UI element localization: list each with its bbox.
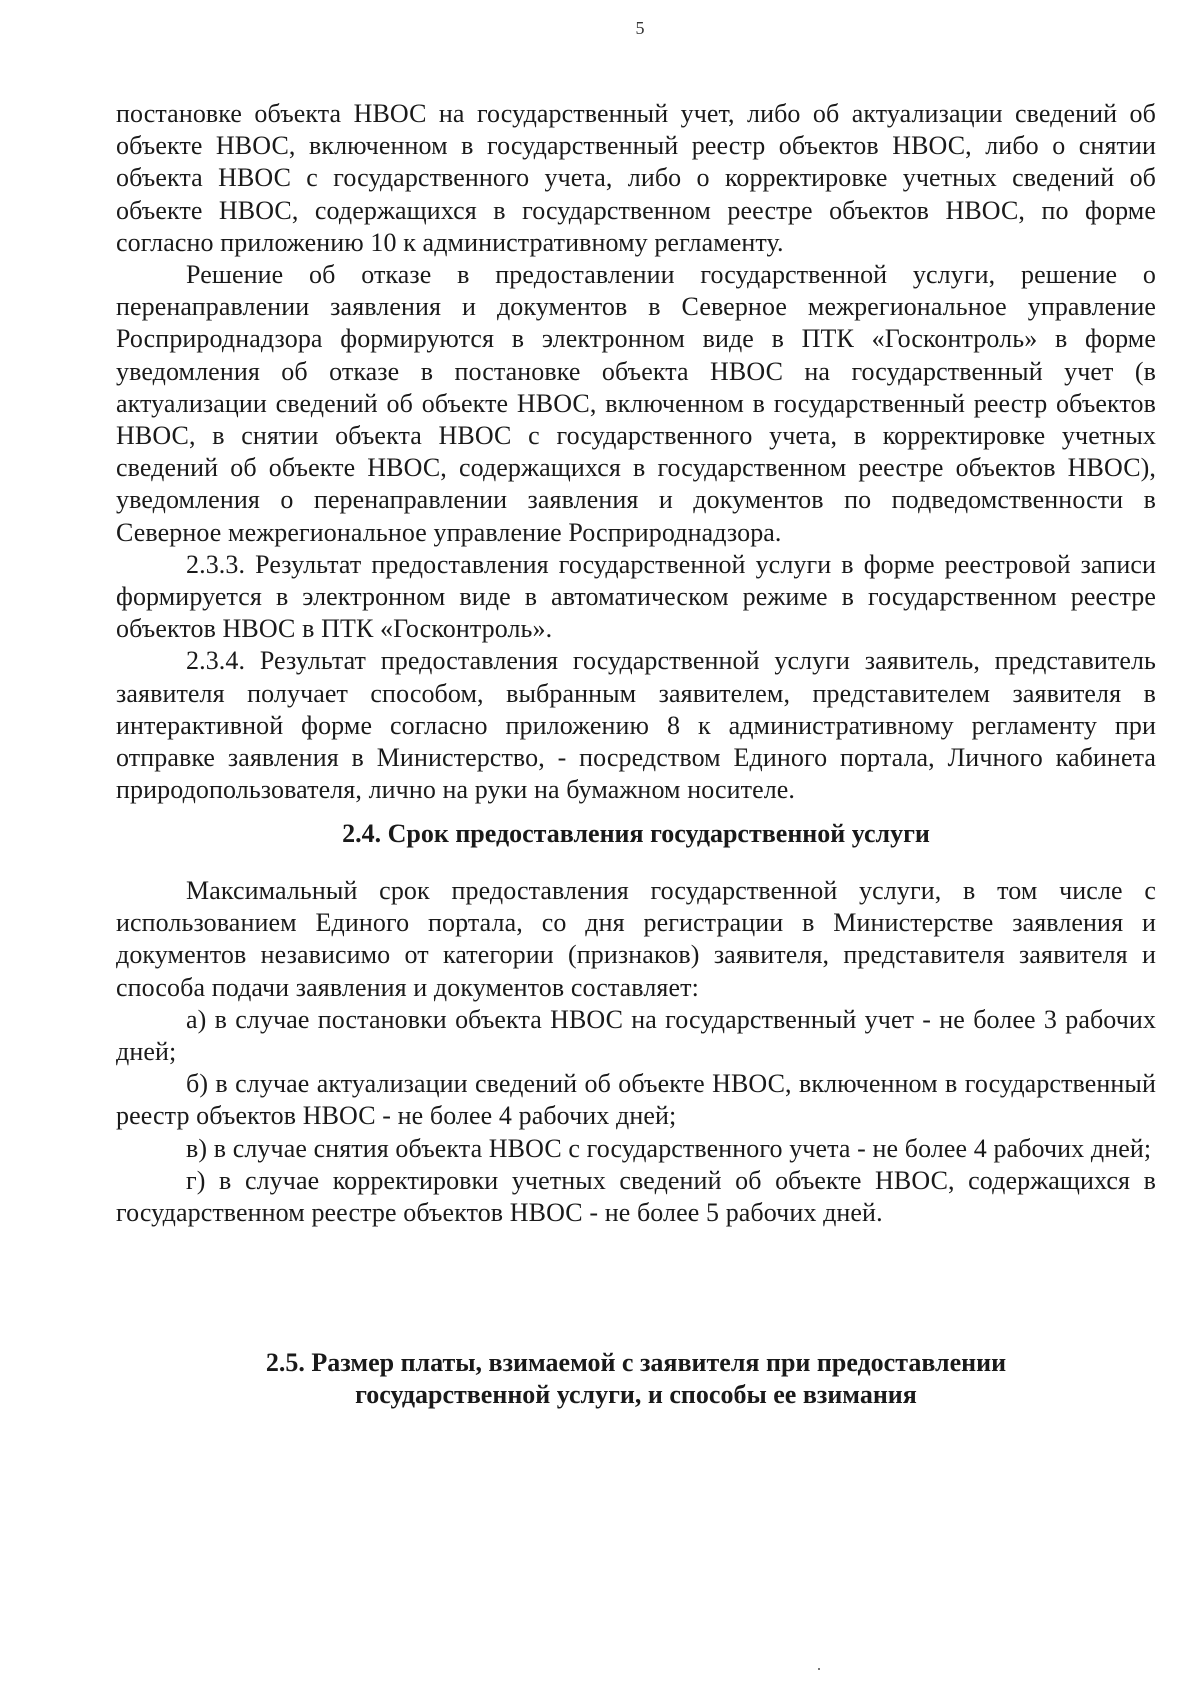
heading-2-5-line-1: 2.5. Размер платы, взимаемой с заявителя при предоставлении [265, 1348, 1007, 1377]
heading-2-4-text: 2.4. Срок предоставления государственной услуги [342, 819, 930, 848]
heading-2-5-line-2: государственной услуги, и способы ее взимания [355, 1380, 917, 1409]
paragraph-2-3-4: 2.3.4. Результат предоставления государственной услуги заявитель, представитель заявителя получает способом, выбранным заявителем, представителем заявителя в интерактивной форме согласно приложению 8 к административному регламенту при отправке заявления в Министерство, - посредством Единого портала, Личного кабинета природопользователя, лично на руки на бумажном носителе. [116, 646, 1156, 805]
paragraph-continuation: постановке объекта НВОС на государственный учет, либо об актуализации сведений об объекте НВОС, включенном в государственный реестр объектов НВОС, либо о снятии объекта НВОС с государственного учета, либо о корректировке учетных сведений об объекте НВОС, содержащихся в государственном реестре объектов НВОС, по форме согласно приложению 10 к административному регламенту. [116, 99, 1156, 257]
scan-dot-mark [818, 1668, 820, 1670]
section-heading-2-4 [116, 818, 1156, 850]
list-item-c: в) в случае снятия объекта НВОС с государственного учета - не более 4 рабочих дней; [186, 1133, 1152, 1163]
list-item-a: а) в случае постановки объекта НВОС на государственный учет - не более 3 рабочих дней; [116, 1004, 1156, 1067]
section-heading-2-5 [116, 1347, 1156, 1411]
page-number: 5 [635, 18, 645, 38]
body-text-block-1 [116, 98, 1156, 806]
body-text-block-2 [116, 875, 1156, 1229]
paragraph-2-3-3: 2.3.3. Результат предоставления государственной услуги в форме реестровой записи формируется в электронном виде в автоматическом режиме в государственном реестре объектов НВОС в ПТК «Госконтроль». [116, 549, 1156, 644]
paragraph-refusal-decision: Решение об отказе в предоставлении государственной услуги, решение о перенаправлении заявления и документов в Северное межрегиональное управление Росприроднадзора формируются в электронном виде в ПТК «Госконтроль» в форме уведомления об отказе в постановке объекта НВОС на государственный учет (в актуализации сведений об объекте НВОС, включенном в государственный реестр объектов НВОС, в снятии объекта НВОС с государственного учета, в корректировке учетных сведений об объекте НВОС, содержащихся в государственном реестре объектов НВОС), уведомления о перенаправлении заявления и документов по подведомственности в Северное межрегиональное управление Росприроднадзора. [116, 260, 1156, 547]
paragraph-max-term: Максимальный срок предоставления государственной услуги, в том числе с использованием Единого портала, со дня регистрации в Министерстве заявления и документов независимо от категории (признаков) заявителя, представителя заявителя и способа подачи заявления и документов составляет: [116, 876, 1156, 1002]
list-item-b: б) в случае актуализации сведений об объекте НВОС, включенном в государственный реестр объектов НВОС - не более 4 рабочих дней; [116, 1069, 1156, 1131]
list-item-d: г) в случае корректировки учетных сведений об объекте НВОС, содержащихся в государственном реестре объектов НВОС - не более 5 рабочих дней. [116, 1165, 1156, 1228]
